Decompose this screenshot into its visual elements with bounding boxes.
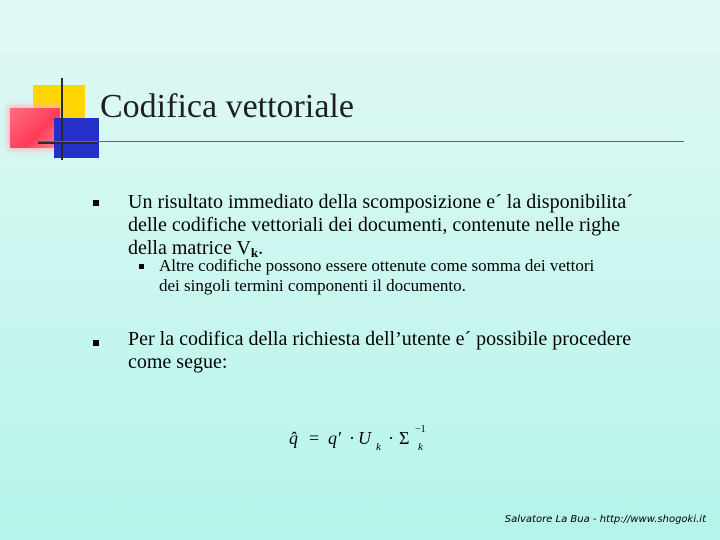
slide-footer: Salvatore La Bua - http://www.shogoki.it: [504, 514, 706, 525]
formula-sigma: Σ: [399, 428, 410, 448]
sub-bullet-text: [159, 256, 594, 296]
bullet-2-line-1: Per la codifica della richiesta dell’utente e´ possibile procedere: [128, 328, 632, 350]
bullet-marker: [93, 340, 99, 346]
bullet-1-line-1: Un risultato immediato della scomposizione e´ la disponibilita´: [128, 191, 633, 213]
title-divider: [38, 141, 684, 142]
matrix-subscript: k: [250, 245, 259, 260]
query-formula: [285, 420, 445, 460]
formula-q-hat: q̂: [289, 428, 298, 448]
formula-dot-1: ·: [349, 428, 355, 448]
bullet-2-line-2: come segue:: [128, 351, 228, 373]
slide-title: Codifica vettoriale: [100, 88, 354, 125]
formula-equals: =: [309, 428, 320, 448]
formula-sigma-superscript: −1: [415, 424, 426, 435]
formula-u-subscript: k: [376, 441, 381, 453]
formula-sigma-subscript: k: [418, 441, 423, 453]
sub-bullet-line-2: dei singoli termini componenti il documento.: [159, 276, 466, 295]
logo-horizontal-line: [38, 142, 98, 144]
bullet-marker: [93, 200, 99, 206]
sub-bullet-line-1: Altre codifiche possono essere ottenute come somma dei vettori: [159, 256, 595, 275]
bullet-1-line-2: delle codifiche vettoriali dei documenti, contenute nelle righe: [128, 214, 621, 236]
logo-vertical-line: [61, 78, 63, 160]
bullet-1-line-3-suffix: .: [258, 237, 264, 259]
formula-q-prime: q′: [328, 428, 341, 448]
bullet-1-text: [128, 191, 633, 264]
formula-u: U: [358, 428, 371, 448]
bullet-2-text: [128, 328, 631, 374]
bullet-1-line-3-prefix: della matrice V: [128, 237, 251, 259]
sub-bullet-marker: [139, 264, 144, 269]
formula-dot-2: ·: [388, 428, 394, 448]
